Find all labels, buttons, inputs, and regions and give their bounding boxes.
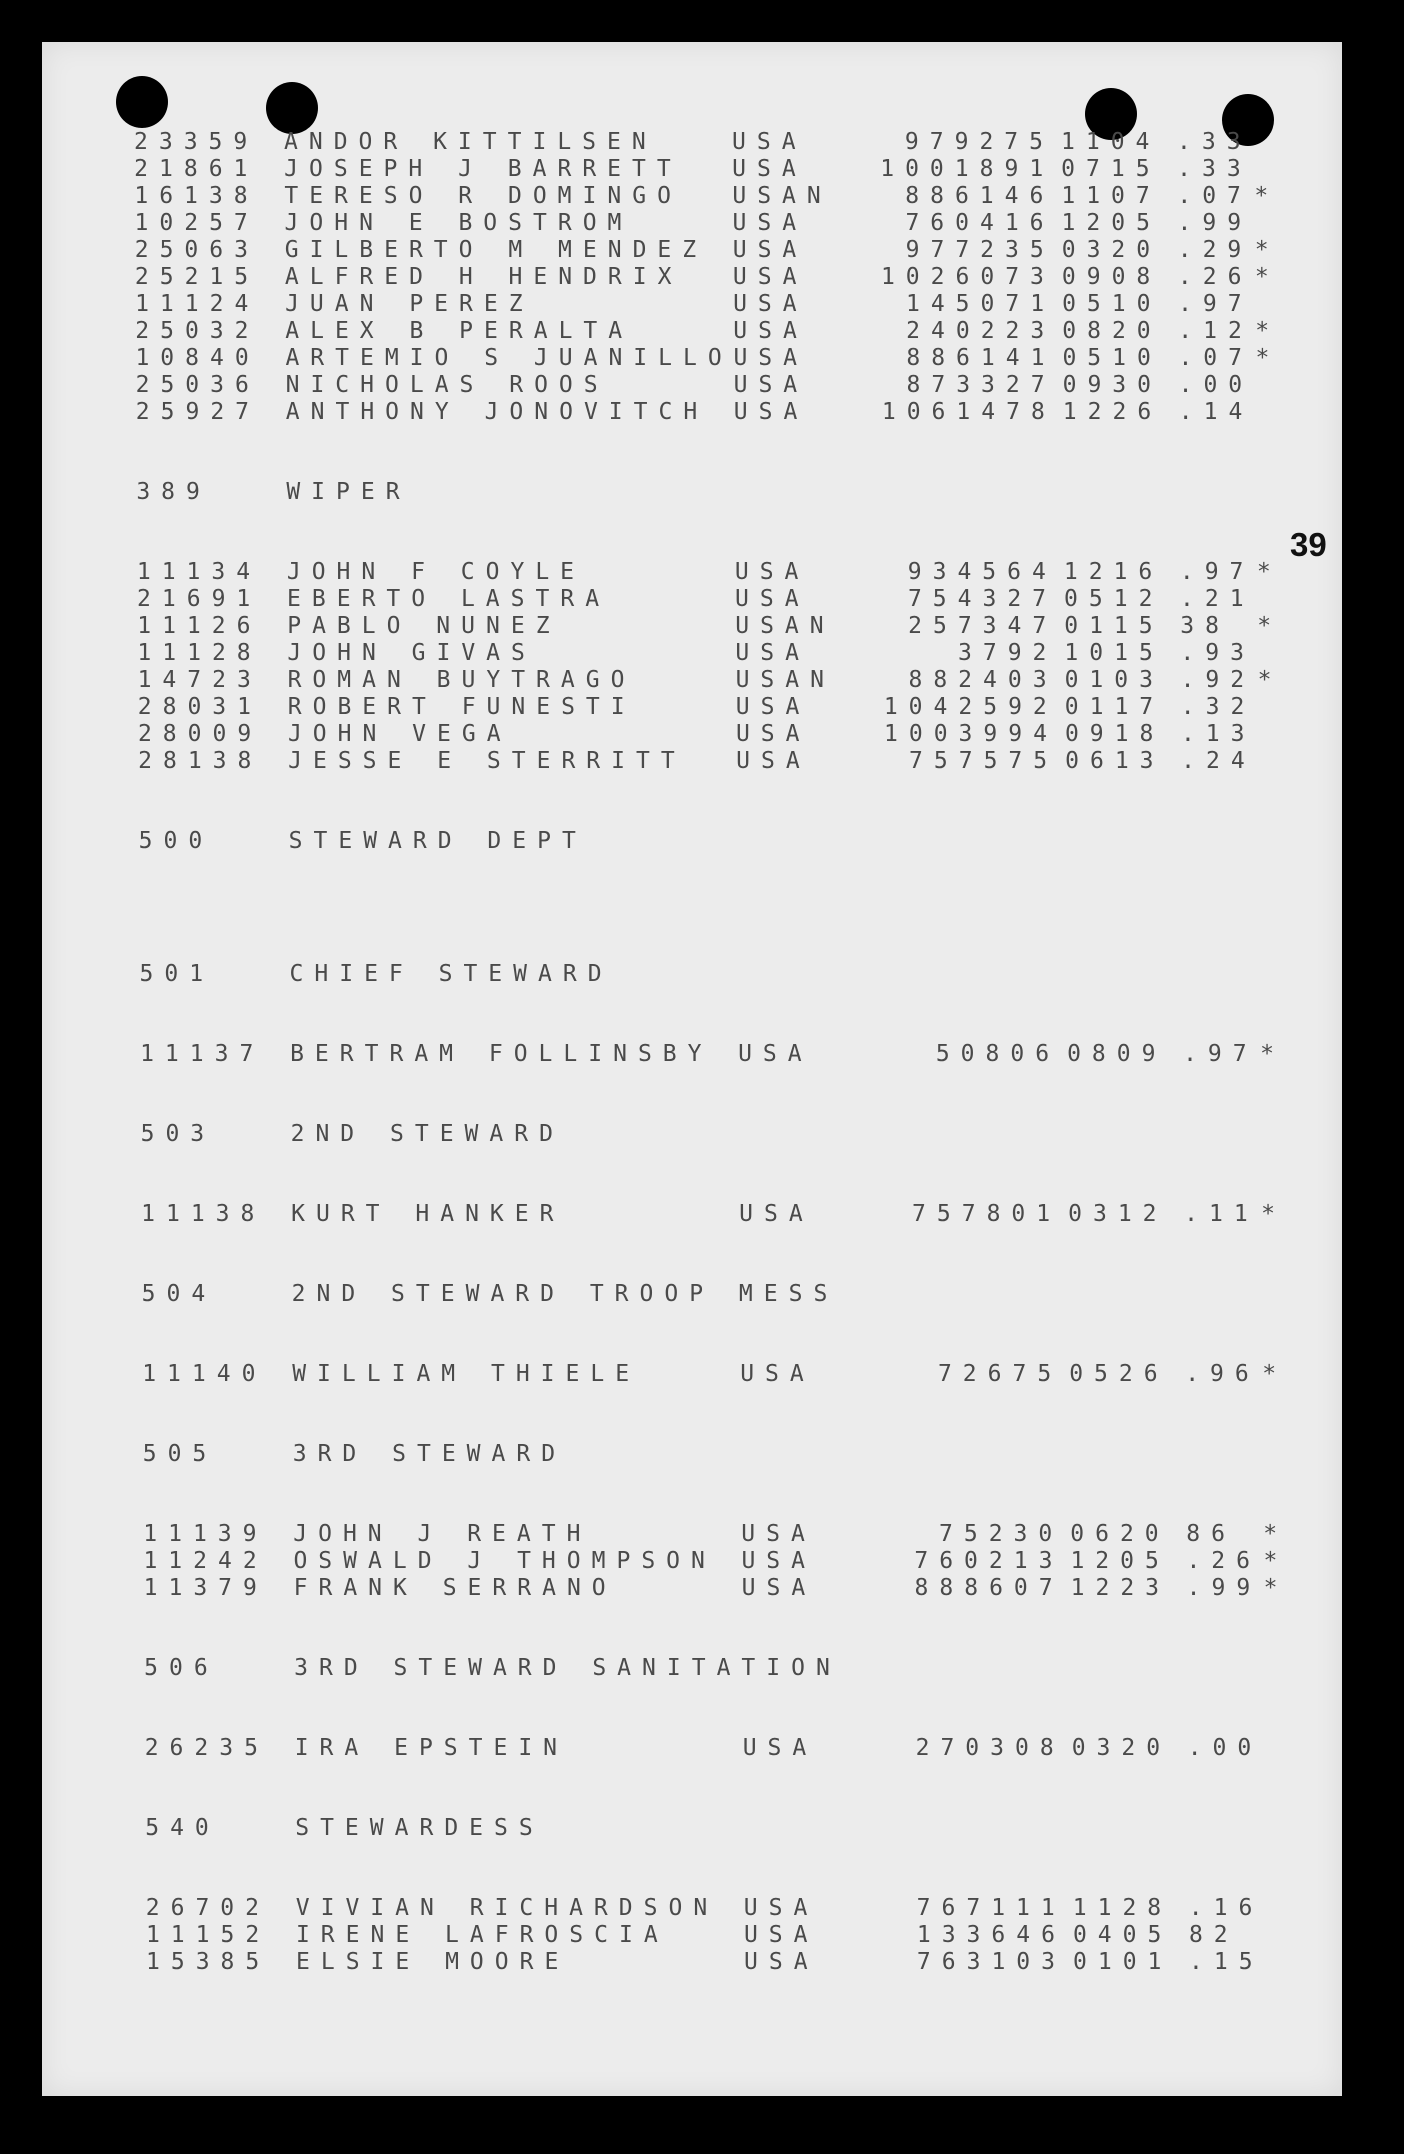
crew-citizenship: USA	[732, 129, 807, 155]
section-title: 3RD STEWARD SANITATION	[294, 1655, 841, 1681]
crew-number: 11242	[143, 1548, 268, 1574]
crew-rate: .93	[1180, 640, 1255, 666]
crew-document-number: 1061478	[881, 399, 1056, 425]
crew-date: 0918	[1064, 721, 1165, 747]
crew-citizenship: USA	[739, 1201, 814, 1227]
crew-rate: .92	[1180, 667, 1256, 693]
crew-number: 23359	[134, 129, 259, 155]
punch-hole	[116, 76, 168, 128]
crew-name: TERESO R DOMINGO	[284, 183, 682, 209]
crew-date: 0620	[1070, 1521, 1170, 1547]
crew-document-number: 886141	[906, 345, 1056, 371]
section-code: 504	[141, 1281, 217, 1307]
section-title: STEWARDESS	[295, 1815, 544, 1841]
crew-number: 21861	[134, 156, 259, 182]
crew-date: 1216	[1063, 559, 1164, 585]
crew-citizenship: USA	[738, 1041, 813, 1067]
crew-number: 11126	[137, 613, 262, 639]
crew-mark: *	[1255, 345, 1281, 371]
crew-rate: .96	[1185, 1361, 1260, 1387]
crew-number: 11379	[143, 1575, 268, 1601]
page-number: 39	[1290, 526, 1327, 563]
crew-number: 25036	[135, 372, 260, 398]
crew-rate: .00	[1187, 1735, 1263, 1761]
crew-name: OSWALD J THOMPSON	[293, 1548, 716, 1574]
crew-citizenship: USA	[735, 721, 811, 747]
crew-name: ALEX B PERALTA	[285, 318, 634, 344]
crew-number: 28009	[137, 721, 263, 747]
crew-date: 0526	[1069, 1361, 1169, 1387]
crew-mark: *	[1256, 559, 1282, 585]
crew-date: 1104	[1061, 129, 1161, 155]
section-title: CHIEF STEWARD	[289, 961, 613, 987]
section-title: 2ND STEWARD TROOP MESS	[291, 1281, 839, 1307]
crew-document-number: 873327	[906, 372, 1056, 398]
crew-name: JOHN VEGA	[287, 721, 512, 747]
crew-mark: *	[1254, 183, 1280, 209]
crew-rate: 38	[1180, 613, 1230, 639]
crew-date: 0613	[1065, 748, 1165, 774]
crew-document-number: 886146	[905, 183, 1055, 209]
crew-name: ROMAN BUYTRAGO	[287, 667, 636, 693]
crew-citizenship: USA	[735, 586, 810, 612]
crew-citizenship: USA	[733, 399, 809, 425]
crew-document-number: 760416	[905, 210, 1055, 236]
crew-date: 0405	[1072, 1922, 1173, 1948]
crew-mark: *	[1257, 613, 1283, 639]
crew-name: FRANK SERRANO	[293, 1575, 617, 1601]
section-title: 3RD STEWARD	[292, 1441, 567, 1467]
crew-document-number: 882403	[908, 667, 1058, 693]
crew-rate: .99	[1186, 1575, 1262, 1601]
section-title: STEWARD DEPT	[288, 828, 587, 854]
crew-rate: .97	[1178, 291, 1253, 317]
crew-citizenship: USAN	[732, 183, 832, 209]
crew-rate: .26	[1186, 1548, 1261, 1574]
section-title: WIPER	[286, 479, 411, 505]
crew-citizenship: USA	[733, 291, 808, 317]
crew-mark: *	[1255, 318, 1281, 344]
crew-number: 25927	[135, 399, 261, 425]
crew-name: WILLIAM THIELE	[292, 1361, 641, 1387]
crew-citizenship: USA	[742, 1735, 818, 1761]
section-code: 501	[139, 961, 215, 987]
crew-document-number: 1026073	[880, 264, 1055, 290]
crew-mark: *	[1263, 1575, 1289, 1601]
crew-number: 11152	[145, 1922, 271, 1948]
crew-document-number: 763103	[916, 1949, 1066, 1975]
crew-rate: .99	[1177, 210, 1253, 236]
crew-document-number: 757575	[909, 748, 1059, 774]
crew-citizenship: USA	[732, 156, 807, 182]
crew-document-number: 270308	[915, 1735, 1065, 1761]
crew-citizenship: USA	[736, 748, 811, 774]
crew-rate: .97	[1183, 1041, 1258, 1067]
crew-date: 0117	[1064, 694, 1165, 720]
crew-date: 0103	[1064, 667, 1164, 693]
crew-rate: .12	[1178, 318, 1253, 344]
crew-rate: .32	[1180, 694, 1256, 720]
section-code: 505	[142, 1441, 218, 1467]
crew-citizenship: USAN	[735, 667, 835, 693]
crew-rate: .11	[1184, 1201, 1259, 1227]
crew-number: 11139	[143, 1521, 268, 1547]
section-code: 503	[140, 1121, 216, 1147]
crew-date: 0320	[1071, 1735, 1172, 1761]
crew-number: 25063	[134, 237, 259, 263]
crew-document-number: 1042592	[883, 694, 1058, 720]
crew-number: 26235	[144, 1735, 269, 1761]
crew-citizenship: USAN	[735, 613, 835, 639]
crew-document-number: 888607	[914, 1575, 1064, 1601]
crew-date: 0115	[1064, 613, 1164, 639]
crew-citizenship: USA	[743, 1895, 819, 1921]
crew-number: 10257	[134, 210, 259, 236]
crew-rate: 82	[1188, 1922, 1239, 1948]
crew-name: JOHN GIVAS	[287, 640, 536, 666]
crew-date: 1205	[1070, 1548, 1170, 1574]
crew-date: 0820	[1062, 318, 1162, 344]
crew-mark: *	[1262, 1361, 1288, 1387]
crew-document-number: 754327	[907, 586, 1058, 612]
crew-rate: .21	[1180, 586, 1255, 612]
crew-citizenship: USA	[741, 1548, 816, 1574]
crew-citizenship: USA	[732, 210, 808, 236]
crew-date: 0809	[1067, 1041, 1167, 1067]
crew-date: 0320	[1061, 237, 1162, 263]
crew-name: ANTHONY JONOVITCH	[285, 399, 709, 425]
crew-date: 0930	[1062, 372, 1162, 398]
crew-name: PABLO NUNEZ	[287, 613, 561, 639]
crew-number: 11124	[135, 291, 260, 317]
crew-date: 0715	[1061, 156, 1161, 182]
crew-rate: 86	[1186, 1521, 1236, 1547]
crew-number: 28138	[138, 748, 263, 774]
crew-date: 0101	[1073, 1949, 1173, 1975]
section-title: 2ND STEWARD	[290, 1121, 564, 1147]
crew-citizenship: USA	[732, 264, 808, 290]
crew-name: JOHN J REATH	[293, 1521, 592, 1547]
crew-rate: .07	[1177, 183, 1252, 209]
crew-document-number: 979275	[904, 129, 1054, 155]
crew-date: 0512	[1064, 586, 1164, 612]
crew-number: 11138	[141, 1201, 266, 1227]
crew-name: ALFRED H HENDRIX	[284, 264, 683, 290]
crew-name: EBERTO LASTRA	[287, 586, 611, 612]
crew-document-number: 1003994	[884, 721, 1058, 747]
punch-hole	[266, 82, 318, 134]
crew-rate: .07	[1178, 345, 1253, 371]
crew-name: JOSEPH J BARRETT	[284, 156, 682, 182]
crew-number: 28031	[137, 694, 263, 720]
crew-citizenship: USA	[734, 559, 810, 585]
crew-rate: .14	[1178, 399, 1254, 425]
crew-rate: .16	[1188, 1895, 1264, 1921]
crew-number: 26702	[145, 1895, 271, 1921]
crew-number: 11128	[137, 640, 262, 666]
crew-number: 11137	[140, 1041, 265, 1067]
crew-date: 0908	[1061, 264, 1162, 290]
crew-mark: *	[1254, 237, 1280, 263]
crew-document-number: 760213	[914, 1548, 1064, 1574]
crew-citizenship: USA	[741, 1521, 816, 1547]
crew-date: 1107	[1061, 183, 1161, 209]
crew-name: ANDOR KITTILSEN	[284, 129, 657, 155]
crew-citizenship: USA	[733, 372, 809, 398]
crew-document-number: 133646	[916, 1922, 1066, 1948]
crew-document-number: 145071	[905, 291, 1056, 317]
crew-mark: *	[1260, 1041, 1285, 1067]
crew-number: 11140	[142, 1361, 267, 1387]
crew-date: 1205	[1061, 210, 1161, 236]
crew-name: NICHOLAS ROOS	[285, 372, 609, 398]
crew-date: 0510	[1062, 345, 1162, 371]
crew-document-number: 72675	[937, 1361, 1063, 1387]
crew-name: ARTEMIO S JUANILLO	[285, 345, 733, 371]
crew-date: 1223	[1070, 1575, 1171, 1601]
crew-mark: *	[1261, 1201, 1286, 1227]
crew-number: 25215	[134, 264, 260, 290]
crew-document-number: 767111	[916, 1895, 1066, 1921]
crew-number: 15385	[146, 1949, 271, 1975]
crew-name: ELSIE MOORE	[296, 1949, 570, 1975]
crew-document-number: 757801	[912, 1201, 1062, 1227]
crew-date: 1226	[1062, 399, 1163, 425]
crew-name: ROBERT FUNESTI	[287, 694, 636, 720]
crew-number: 21691	[137, 586, 262, 612]
crew-citizenship: USA	[735, 694, 811, 720]
crew-date: 0510	[1062, 291, 1162, 317]
crew-number: 11134	[136, 559, 262, 585]
crew-number: 10840	[135, 345, 260, 371]
crew-name: JUAN PEREZ	[285, 291, 534, 317]
crew-name: JOHN E BOSTROM	[284, 210, 633, 236]
crew-citizenship: USA	[744, 1949, 819, 1975]
crew-citizenship: USA	[733, 318, 808, 344]
crew-citizenship: USA	[740, 1361, 815, 1387]
section-code: 506	[144, 1655, 219, 1681]
crew-number: 16138	[134, 183, 259, 209]
crew-mark: *	[1263, 1548, 1289, 1574]
crew-citizenship: USA	[733, 345, 808, 371]
crew-rate: .29	[1177, 237, 1253, 263]
crew-rate: .26	[1177, 264, 1253, 290]
crew-document-number: 240223	[906, 318, 1056, 344]
crew-name: VIVIAN RICHARDSON	[295, 1895, 719, 1921]
crew-date: 1015	[1064, 640, 1164, 666]
crew-document-number: 257347	[908, 613, 1058, 639]
crew-document-number: 75230	[939, 1521, 1064, 1547]
crew-citizenship: USA	[741, 1575, 817, 1601]
crew-number: 25032	[135, 318, 260, 344]
document-page	[42, 42, 1342, 2096]
section-code: 500	[138, 828, 214, 854]
section-code: 389	[136, 479, 211, 505]
crew-document-number: 977235	[905, 237, 1055, 263]
crew-rate: .33	[1177, 129, 1252, 155]
crew-rate: .24	[1181, 748, 1256, 774]
crew-date: 0312	[1068, 1201, 1168, 1227]
crew-rate: .33	[1177, 156, 1252, 182]
section-code: 540	[145, 1815, 220, 1841]
crew-mark: *	[1254, 264, 1280, 290]
crew-citizenship: USA	[743, 1922, 819, 1948]
crew-document-number: 934564	[907, 559, 1057, 585]
crew-name: IRENE LAFROSCIA	[295, 1922, 669, 1948]
crew-mark: *	[1257, 667, 1283, 693]
crew-rate: .97	[1179, 559, 1255, 585]
crew-rate: .00	[1178, 372, 1254, 398]
crew-document-number: 3792	[958, 640, 1058, 666]
crew-name: JESSE E STERRITT	[288, 748, 686, 774]
crew-mark: *	[1263, 1521, 1289, 1547]
crew-name: KURT HANKER	[291, 1201, 565, 1227]
crew-date: 1128	[1072, 1895, 1173, 1921]
crew-citizenship: USA	[735, 640, 810, 666]
crew-rate: .15	[1189, 1949, 1264, 1975]
crew-name: JOHN F COYLE	[286, 559, 586, 585]
crew-citizenship: USA	[732, 237, 808, 263]
crew-document-number: 50806	[935, 1041, 1061, 1067]
crew-name: BERTRAM FOLLINSBY	[290, 1041, 713, 1067]
crew-document-number: 1001891	[880, 156, 1055, 182]
crew-rate: .13	[1180, 721, 1256, 747]
crew-name: IRA EPSTEIN	[294, 1735, 569, 1761]
crew-name: GILBERTO M MENDEZ	[284, 237, 708, 263]
crew-number: 14723	[137, 667, 262, 693]
